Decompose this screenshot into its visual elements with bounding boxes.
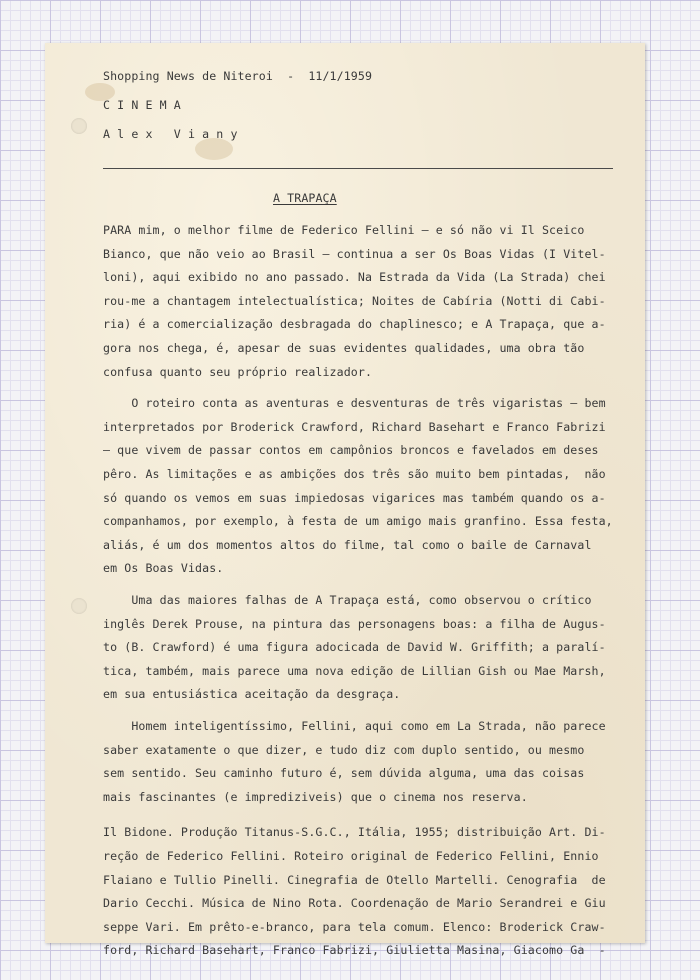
body-line: Uma das maiores falhas de A Trapaça está, como observou o crítico (103, 593, 592, 607)
author-name: A l e x V i a n y (103, 127, 238, 141)
header-rule (103, 168, 613, 169)
body-line: inglês Derek Prouse, na pintura das personagens boas: a filha de Augus- (103, 616, 606, 631)
body-line: gora nos chega, é, apesar de suas evidentes qualidades, uma obra tão (103, 341, 585, 355)
body-line: Flaiano e Tullio Pinelli. Cinegrafia de Otello Martelli. Cenografia de (103, 872, 606, 887)
body-line: aliás, é um dos momentos altos do filme, tal como o baile de Carnaval (103, 537, 592, 552)
body-line: ria) é a comercialização desbragada do chaplinesco; e A Trapaça, que a- (103, 317, 606, 332)
typed-page (45, 43, 645, 958)
body-line: sem sentido. Seu caminho futuro é, sem dúvida alguma, uma das coisas (103, 766, 585, 781)
body-line: saber exatamente o que dizer, e tudo diz com duplo sentido, ou mesmo (103, 742, 585, 757)
paper-stain (195, 138, 233, 160)
section-title: C I N E M A (103, 98, 181, 112)
body-line: confusa quanto seu próprio realizador. (103, 364, 373, 379)
body-line: O roteiro conta as aventuras e desventuras de três vigaristas — bem (103, 396, 606, 411)
body-line: Il Bidone. Produção Titanus-S.G.C., Itália, 1955; distribuição Art. Di- (103, 825, 606, 840)
body-line: seppe Vari. Em prêto-e-branco, para tela comum. Elenco: Broderick Craw- (103, 919, 606, 934)
body-line: — que vivem de passar contos em campônios broncos e favelados em deses (103, 443, 599, 458)
body-line: tica, também, mais parece uma nova edição de Lillian Gish ou Mae Marsh, (103, 663, 606, 678)
body-line: Bianco, que não veio ao Brasil — continua a ser Os Boas Vidas (I Vitel- (103, 246, 606, 261)
body-line: reção de Federico Fellini. Roteiro original de Federico Fellini, Ennio (103, 849, 599, 863)
punch-hole (71, 598, 87, 614)
body-line: pêro. As limitações e as ambições dos três são muito bem pintadas, não (103, 467, 606, 481)
body-line: só quando os vemos em suas impiedosas vigarices mas também quando os a- (103, 490, 606, 505)
body-line: interpretados por Broderick Crawford, Richard Basehart e Franco Fabrizi (103, 419, 606, 434)
article-title: A TRAPAÇA (273, 191, 337, 205)
body-line: Dario Cecchi. Música de Nino Rota. Coordenação de Mario Serandrei e Giu (103, 896, 606, 911)
body-line: ford, Richard Basehart, Franco Fabrizi, Giulietta Masina, Giacomo Ga - (103, 943, 606, 958)
body-line: em sua entusiástica aceitação da desgraça. (103, 687, 401, 702)
source-line: Shopping News de Niteroi - 11/1/1959 (103, 69, 373, 83)
body-line: em Os Boas Vidas. (103, 561, 224, 576)
body-line: Homem inteligentíssimo, Fellini, aqui como em La Strada, não parece (103, 719, 606, 733)
body-line: rou-me a chantagem intelectualística; Noites de Cabíria (Notti di Cabi- (103, 293, 606, 308)
body-line: companhamos, por exemplo, à festa de um amigo mais granfino. Essa festa, (103, 514, 613, 529)
body-line: loni), aqui exibido no ano passado. Na Estrada da Vida (La Strada) chei (103, 270, 606, 285)
body-line: to (B. Crawford) é uma figura adocicada de David W. Griffith; a paralí- (103, 640, 606, 655)
body-line: mais fascinantes (e imprediziveis) que o cinema nos reserva. (103, 789, 528, 804)
punch-hole (71, 118, 87, 134)
body-line: PARA mim, o melhor filme de Federico Fellini — e só não vi Il Sceico (103, 223, 585, 237)
